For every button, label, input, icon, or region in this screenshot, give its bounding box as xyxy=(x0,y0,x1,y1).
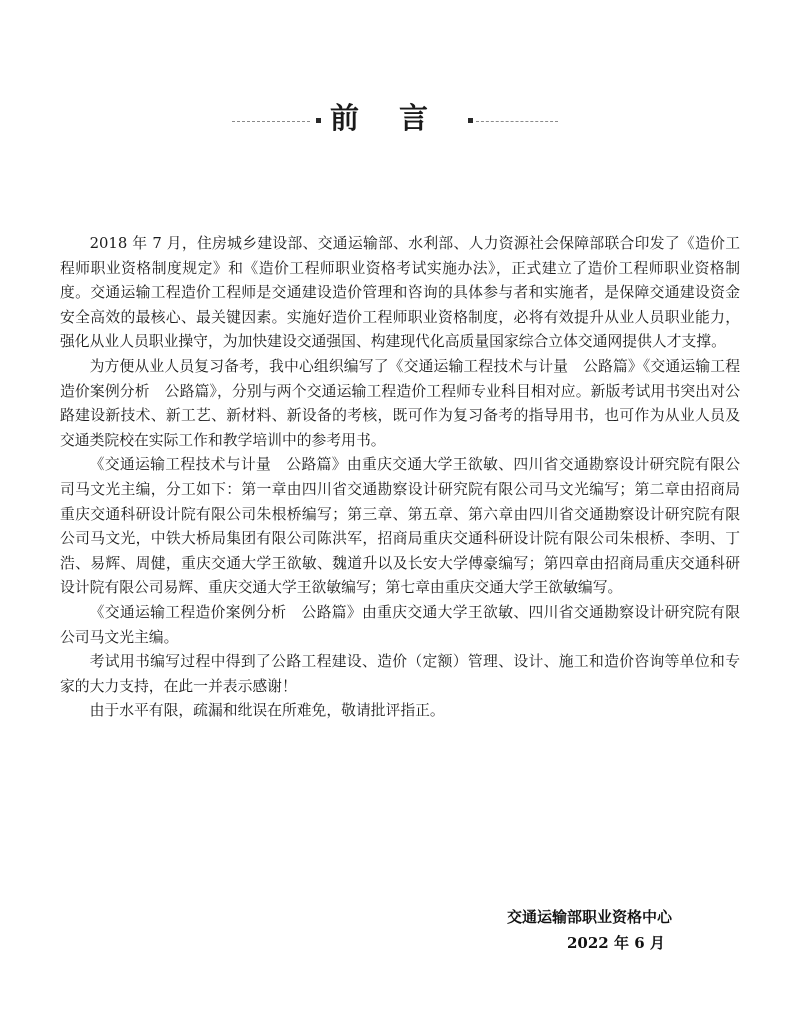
title-right-dashed-rule xyxy=(476,121,558,122)
title-right-square-ornament xyxy=(468,118,473,123)
paragraph-2: 为方便从业人员复习备考，我中心组织编写了《交通运输工程技术与计量 公路篇》《交通运输工程造价案例分析 公路篇》，分别与两个交通运输工程造价工程师专业科目相对应。新版考试用书突出对公路建设新技术、新工艺、新材料、新设备的考核，既可作为复习备考的指导用书，也可作为从业人员及交通类院校在实际工作和教学培训中的参考用书。 xyxy=(60,357,740,449)
paragraph-6: 由于水平有限，疏漏和纰误在所难免，敬请批评指正。 xyxy=(89,702,445,720)
title-left-dashed-rule xyxy=(232,121,310,122)
paragraph-4: 《交通运输工程造价案例分析 公路篇》由重庆交通大学王欲敏、四川省交通勘察设计研究院有限公司马文光主编。 xyxy=(60,603,740,646)
signature-organization: 交通运输部职业资格中心 xyxy=(507,908,673,926)
signature-date: 2022 年 6 月 xyxy=(567,934,665,952)
title-left-square-ornament xyxy=(316,118,321,123)
paragraph-1: 2018 年 7 月，住房城乡建设部、交通运输部、水利部、人力资源社会保障部联合印发了《造价工程师职业资格制度规定》和《造价工程师职业资格考试实施办法》，正式建立了造价工程师职业资格制度。交通运输工程造价工程师是交通建设造价管理和咨询的具体参与者和实施者，是保障交通建设资金安全高效的最核心、最关键因素。实施好造价工程师职业资格制度，必将有效提升从业人员职业能力，强化从业人员职业操守，为加快建设交通强国、构建现代化高质量国家综合立体交通网提供人才支撑。 xyxy=(60,235,740,351)
page-title: 前言 xyxy=(330,101,469,135)
preface-body xyxy=(60,232,740,724)
paragraph-5: 考试用书编写过程中得到了公路工程建设、造价（定额）管理、设计、施工和造价咨询等单位和专家的大力支持，在此一并表示感谢！ xyxy=(60,653,740,695)
signature-block xyxy=(490,904,710,956)
paragraph-3: 《交通运输工程技术与计量 公路篇》由重庆交通大学王欲敏、四川省交通勘察设计研究院有限公司马文光主编，分工如下：第一章由四川省交通勘察设计研究院有限公司马文光编写；第二章由招商局重庆交通科研设计院有限公司朱根桥编写；第三章、第五章、第六章由四川省交通勘察设计研究院有限公司马文光，中铁大桥局集团有限公司陈洪军，招商局重庆交通科研设计院有限公司朱根桥、李明、丁浩、易辉、周健，重庆交通大学王欲敏、魏道升以及长安大学傅豪编写；第四章由招商局重庆交通科研设计院有限公司易辉、重庆交通大学王欲敏编写；第七章由重庆交通大学王欲敏编写。 xyxy=(60,456,740,597)
